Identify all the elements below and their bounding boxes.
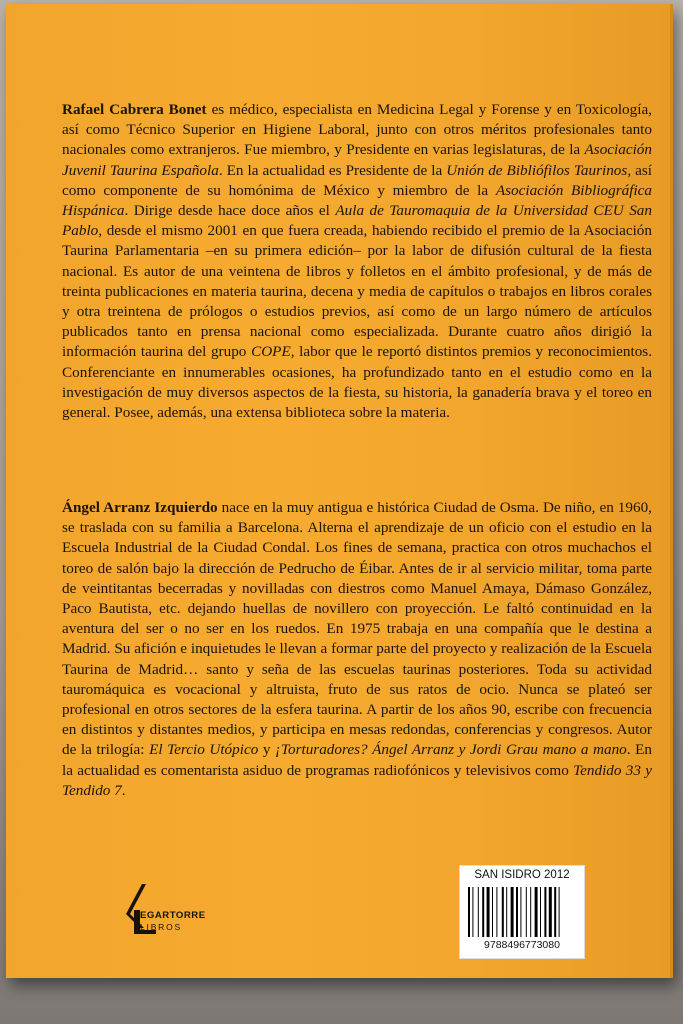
barcode-icon <box>468 887 576 937</box>
bio-text: . Dirige desde hace doce años el <box>124 202 336 220</box>
book-back-cover <box>6 4 673 978</box>
bio-text: y <box>258 741 276 759</box>
bio-italic: COPE <box>251 343 291 361</box>
publisher-sub: LIBROS <box>140 922 182 932</box>
bio-italic: El Tercio Utópico <box>149 741 259 759</box>
bio-italic: Unión de Bibliófilos Taurinos <box>446 161 628 179</box>
bio-text: es médico, especialista en Medicina Legal y Forense y en Toxicología, así como Técnico Superior en Higiene Laboral, junto con otros méritos profesionales tanto nacionales como extranjeros. Fue miembro, y Presidente en varias legislaturas, de la <box>62 101 652 159</box>
author-name-rafael: Rafael Cabrera Bonet <box>62 101 207 118</box>
bio-text: , labor que le reportó distintos premios y reconocimientos. Conferenciante en innumerables ocasiones, ha profundizado tanto en el estudio como en la investigación de muy diversos aspectos de la fiesta, su historia, la ganadería brava y el toreo en general. Posee, además, una extensa biblioteca sobre la materia. <box>62 343 652 422</box>
publisher-name: EGARTORRE <box>140 910 206 921</box>
bio-text: . <box>121 781 126 799</box>
isbn-number: 9788496773080 <box>484 939 560 951</box>
bio-italic: ¡Torturadores? Ángel Arranz y Jordi Grau mano a mano <box>275 741 627 759</box>
author-bio-rafael <box>62 100 652 423</box>
barcode-sticker <box>459 865 585 959</box>
bio-italic: Asociación Bibliográfica Hispánica <box>62 181 652 220</box>
bio-text: . En la actualidad es comentarista asiduo de programas radiofónicos y televisivos como <box>62 741 653 779</box>
bio-text: , desde el mismo 2001 en que fuera creada, habiendo recibido el premio de la Asociación Taurina Parlamentaria –en su primera edición– por la labor de difusión cultural de la fiesta nacional. Es autor de una veintena de libros y folletos en el ámbito profesional, y de más de treinta publicaciones en materia taurina, decena y media de capítulos o trabajos en libros corales y otra treintena de prólogos o estudios previos, así como de un largo número de artículos publicados tanto en prensa nacional como especializada. Durante cuatro años dirigió la información taurina del grupo <box>62 222 652 361</box>
barcode-title: SAN ISIDRO 2012 <box>474 869 570 881</box>
bio-italic: Asociación Juvenil Taurina Española <box>62 141 652 179</box>
bio-text: , así como componente de su homónima de México y miembro de la <box>62 161 652 199</box>
bio-text: . En la actualidad es Presidente de la <box>218 161 447 179</box>
author-name-angel: Ángel Arranz Izquierdo <box>62 499 218 516</box>
bio-italic: Aula de Tauromaquia de la Universidad CEU San Pablo <box>62 202 652 240</box>
author-bio-angel <box>62 498 652 801</box>
bio-text: nace en la muy antigua e histórica Ciudad de Osma. De niño, en 1960, se traslada con su familia a Barcelona. Alterna el aprendizaje de un oficio con el estudio en la Escuela Industrial de la Ciudad Condal. Los fines de semana, practica con otros muchachos el toreo de salón bajo la dirección de Pedrucho de Éibar. Antes de ir al servicio militar, toma parte de veintitantas becerradas y novilladas con diestros como Manuel Amaya, Dámaso González, Paco Bautista, etc. dejando huellas de novillero con proyección. Le faltó continuidad en la aventura del ser o no ser en los ruedos. En 1975 trabaja en una compañía que le destina a Madrid. Su afición e inquietudes le llevan a formar parte del proyecto y realización de la Escuela Taurina de Madrid… santo y seña de las escuelas taurinas posteriores. Toda su actividad tauromáquica es vocacional y altruista, fruto de sus ratos de ocio. Nunca se plateó ser profesional en otros sectores de la esfera taurina. A partir de los años 90, escribe con frecuencia en distintos y distantes medios, y participa en mesas redondas, conferencias y congresos. Autor de la trilogía: <box>62 499 652 759</box>
bio-italic: Tendido 33 y Tendido 7 <box>62 761 652 799</box>
